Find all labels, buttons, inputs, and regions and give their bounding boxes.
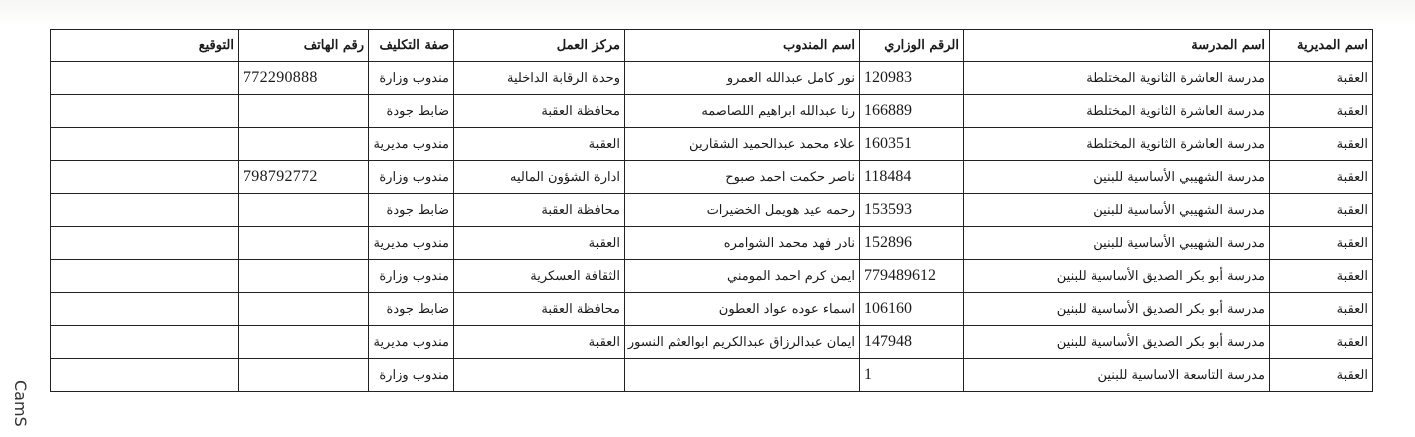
- header-phone: رقم الهاتف: [239, 30, 369, 62]
- cell-ministry-number: 166889: [860, 95, 964, 128]
- cell-role: مندوب وزارة: [369, 359, 454, 392]
- cell-ministry-number: 147948: [860, 326, 964, 359]
- cell-signature: [51, 62, 239, 95]
- cell-role: ضابط جودة: [369, 293, 454, 326]
- cell-ministry-number: 118484: [860, 161, 964, 194]
- cell-signature: [51, 227, 239, 260]
- cell-role: مندوب وزارة: [369, 260, 454, 293]
- cell-delegate-name: [625, 359, 860, 392]
- cell-directorate: العقبة: [1270, 161, 1373, 194]
- cell-ministry-number: 160351: [860, 128, 964, 161]
- table-row: [51, 128, 1373, 161]
- table-row: [51, 359, 1373, 392]
- cell-workplace: العقبة: [454, 227, 625, 260]
- table-row: [51, 95, 1373, 128]
- table-row: [51, 194, 1373, 227]
- cell-signature: [51, 194, 239, 227]
- cell-role: مندوب وزارة: [369, 62, 454, 95]
- header-role: صفة التكليف: [369, 30, 454, 62]
- cell-delegate-name: ناصر حكمت احمد صبوح: [625, 161, 860, 194]
- cell-school: مدرسة التاسعة الاساسية للبنين: [964, 359, 1270, 392]
- cell-directorate: العقبة: [1270, 227, 1373, 260]
- cell-role: ضابط جودة: [369, 95, 454, 128]
- header-directorate: اسم المديرية: [1270, 30, 1373, 62]
- cell-delegate-name: رنا عبدالله ابراهيم اللصاصمه: [625, 95, 860, 128]
- table-row: [51, 227, 1373, 260]
- cell-workplace: ادارة الشؤون الماليه: [454, 161, 625, 194]
- cell-signature: [51, 326, 239, 359]
- cell-role: مندوب مديرية: [369, 227, 454, 260]
- cell-workplace: الثقافة العسكرية: [454, 260, 625, 293]
- cell-workplace: وحدة الرقابة الداخلية: [454, 62, 625, 95]
- cell-phone: [239, 227, 369, 260]
- header-delegate-name: اسم المندوب: [625, 30, 860, 62]
- cell-school: مدرسة الشهيبي الأساسية للبنين: [964, 194, 1270, 227]
- cell-delegate-name: نادر فهد محمد الشوامره: [625, 227, 860, 260]
- cell-delegate-name: نور كامل عبدالله العمرو: [625, 62, 860, 95]
- cell-directorate: العقبة: [1270, 326, 1373, 359]
- cell-phone: [239, 326, 369, 359]
- cell-phone: 772290888: [239, 62, 369, 95]
- header-ministry-number: الرقم الوزاري: [860, 30, 964, 62]
- cell-ministry-number: 152896: [860, 227, 964, 260]
- cell-school: مدرسة أبو بكر الصديق الأساسية للبنين: [964, 293, 1270, 326]
- table-row: [51, 326, 1373, 359]
- cell-school: مدرسة العاشرة الثانوية المختلطة: [964, 95, 1270, 128]
- page-crop-edge: [50, 398, 1372, 437]
- cell-delegate-name: ايمن كرم احمد المومني: [625, 260, 860, 293]
- cell-school: مدرسة أبو بكر الصديق الأساسية للبنين: [964, 326, 1270, 359]
- cell-directorate: العقبة: [1270, 194, 1373, 227]
- cell-signature: [51, 359, 239, 392]
- table-row: [51, 260, 1373, 293]
- cell-ministry-number: 1: [860, 359, 964, 392]
- cell-phone: [239, 95, 369, 128]
- table-row: [51, 62, 1373, 95]
- cell-school: مدرسة الشهيبي الأساسية للبنين: [964, 161, 1270, 194]
- cell-delegate-name: ايمان عبدالرزاق عبدالكريم ابوالعثم النسور: [625, 326, 860, 359]
- cell-directorate: العقبة: [1270, 293, 1373, 326]
- cell-phone: [239, 128, 369, 161]
- cell-phone: [239, 194, 369, 227]
- cell-directorate: العقبة: [1270, 95, 1373, 128]
- cell-directorate: العقبة: [1270, 62, 1373, 95]
- cell-phone: [239, 260, 369, 293]
- cell-directorate: العقبة: [1270, 128, 1373, 161]
- cell-workplace: محافظة العقبة: [454, 95, 625, 128]
- cell-school: مدرسة العاشرة الثانوية المختلطة: [964, 128, 1270, 161]
- header-signature: التوقيع: [51, 30, 239, 62]
- table-header-row: [51, 30, 1373, 62]
- cell-workplace: محافظة العقبة: [454, 293, 625, 326]
- cell-signature: [51, 161, 239, 194]
- cell-school: مدرسة العاشرة الثانوية المختلطة: [964, 62, 1270, 95]
- cell-delegate-name: رحمه عيد هويمل الخضيرات: [625, 194, 860, 227]
- cell-directorate: العقبة: [1270, 260, 1373, 293]
- table-row: [51, 161, 1373, 194]
- cell-ministry-number: 779489612: [860, 260, 964, 293]
- cell-signature: [51, 128, 239, 161]
- cell-workplace: العقبة: [454, 326, 625, 359]
- cell-signature: [51, 293, 239, 326]
- cell-role: مندوب مديرية: [369, 326, 454, 359]
- cell-delegate-name: علاء محمد عبدالحميد الشقارين: [625, 128, 860, 161]
- cell-ministry-number: 106160: [860, 293, 964, 326]
- cell-phone: [239, 293, 369, 326]
- cell-school: مدرسة الشهيبي الأساسية للبنين: [964, 227, 1270, 260]
- cell-delegate-name: اسماء عوده عواد العطون: [625, 293, 860, 326]
- cell-signature: [51, 260, 239, 293]
- cell-signature: [51, 95, 239, 128]
- cell-role: مندوب وزارة: [369, 161, 454, 194]
- header-workplace: مركز العمل: [454, 30, 625, 62]
- cell-role: مندوب مديرية: [369, 128, 454, 161]
- cell-role: ضابط جودة: [369, 194, 454, 227]
- cell-workplace: العقبة: [454, 128, 625, 161]
- side-watermark-text: CamS: [11, 380, 30, 427]
- cell-ministry-number: 153593: [860, 194, 964, 227]
- cell-school: مدرسة أبو بكر الصديق الأساسية للبنين: [964, 260, 1270, 293]
- cell-ministry-number: 120983: [860, 62, 964, 95]
- cell-workplace: محافظة العقبة: [454, 194, 625, 227]
- cell-phone: 798792772: [239, 161, 369, 194]
- delegates-table: [50, 29, 1373, 392]
- header-school: اسم المدرسة: [964, 30, 1270, 62]
- cell-directorate: العقبة: [1270, 359, 1373, 392]
- cell-phone: [239, 359, 369, 392]
- cell-workplace: [454, 359, 625, 392]
- table-row: [51, 293, 1373, 326]
